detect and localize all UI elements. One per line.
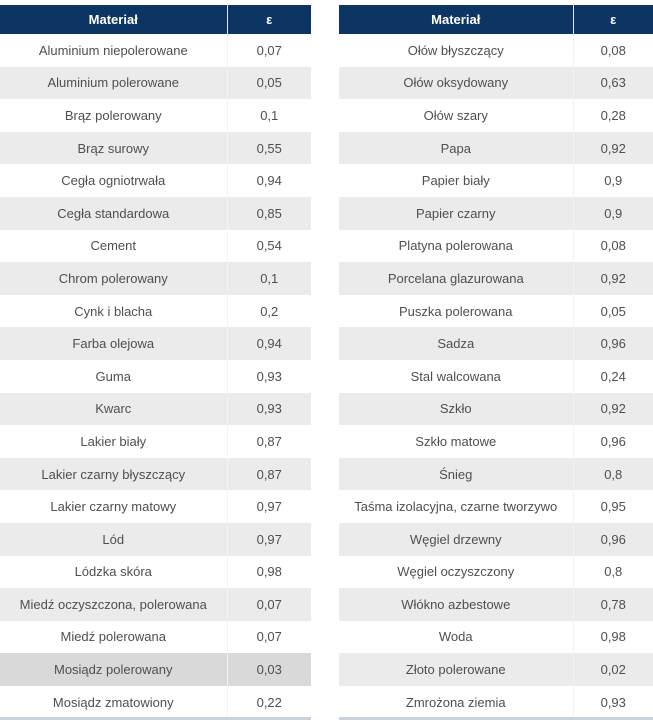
epsilon-cell: 0,78: [573, 588, 653, 621]
epsilon-cell: 0,94: [227, 327, 311, 360]
epsilon-cell: 0,94: [227, 164, 311, 197]
material-cell: Cegła standardowa: [0, 197, 227, 230]
table-row: [339, 556, 653, 589]
material-cell: Farba olejowa: [0, 327, 227, 360]
epsilon-cell: 0,97: [227, 523, 311, 556]
epsilon-cell: 0,22: [227, 686, 311, 719]
material-cell: Miedź oczyszczona, polerowana: [0, 588, 227, 621]
table-row: [0, 621, 311, 654]
epsilon-cell: 0,96: [573, 327, 653, 360]
emissivity-table-right: [339, 5, 653, 718]
epsilon-cell: 0,87: [227, 425, 311, 458]
material-cell: Taśma izolacyjna, czarne tworzywo: [339, 490, 573, 523]
material-cell: Papa: [339, 132, 573, 165]
table-row: [0, 295, 311, 328]
material-cell: Zmrożona ziemia: [339, 686, 573, 719]
table-row: [0, 360, 311, 393]
table-row: [339, 360, 653, 393]
material-cell: Ołów oksydowany: [339, 67, 573, 100]
table-row: [339, 230, 653, 263]
epsilon-cell: 0,08: [573, 34, 653, 67]
epsilon-cell: 0,97: [227, 490, 311, 523]
material-cell: Złoto polerowane: [339, 653, 573, 686]
table-row: [0, 164, 311, 197]
table-row: [0, 425, 311, 458]
material-cell: Porcelana glazurowana: [339, 262, 573, 295]
material-cell: Lakier czarny matowy: [0, 490, 227, 523]
epsilon-column-header[interactable]: ε: [573, 5, 653, 34]
table-header-row: [0, 5, 311, 34]
material-cell: Woda: [339, 621, 573, 654]
table-row: [339, 686, 653, 719]
material-cell: Śnieg: [339, 458, 573, 491]
table-row: [339, 588, 653, 621]
table-row: [0, 132, 311, 165]
material-cell: Miedź polerowana: [0, 621, 227, 654]
material-cell: Papier biały: [339, 164, 573, 197]
epsilon-cell: 0,8: [573, 458, 653, 491]
table-row: [0, 262, 311, 295]
epsilon-cell: 0,05: [573, 295, 653, 328]
material-cell: Sadza: [339, 327, 573, 360]
epsilon-cell: 0,87: [227, 458, 311, 491]
epsilon-cell: 0,93: [227, 360, 311, 393]
material-cell: Lódzka skóra: [0, 556, 227, 589]
material-column-header[interactable]: Materiał: [0, 5, 227, 34]
epsilon-cell: 0,08: [573, 230, 653, 263]
epsilon-cell: 0,92: [573, 393, 653, 426]
epsilon-cell: 0,8: [573, 556, 653, 589]
epsilon-cell: 0,96: [573, 425, 653, 458]
epsilon-cell: 0,07: [227, 621, 311, 654]
epsilon-cell: 0,9: [573, 197, 653, 230]
material-cell: Lakier czarny błyszczący: [0, 458, 227, 491]
table-row: [0, 393, 311, 426]
table-row: [339, 425, 653, 458]
table-row: [339, 621, 653, 654]
material-cell: Ołów błyszczący: [339, 34, 573, 67]
table-row: [0, 653, 311, 686]
table-row: [339, 132, 653, 165]
table-row: [339, 164, 653, 197]
material-cell: Cegła ogniotrwała: [0, 164, 227, 197]
material-cell: Mosiądz zmatowiony: [0, 686, 227, 719]
table-row: [339, 197, 653, 230]
epsilon-cell: 0,55: [227, 132, 311, 165]
material-cell: Węgiel oczyszczony: [339, 556, 573, 589]
epsilon-cell: 0,07: [227, 588, 311, 621]
material-cell: Szkło: [339, 393, 573, 426]
material-cell: Puszka polerowana: [339, 295, 573, 328]
table-row: [0, 556, 311, 589]
epsilon-cell: 0,24: [573, 360, 653, 393]
epsilon-cell: 0,28: [573, 99, 653, 132]
table-row: [339, 34, 653, 67]
material-column-header[interactable]: Materiał: [339, 5, 573, 34]
epsilon-cell: 0,63: [573, 67, 653, 100]
table-row: [339, 295, 653, 328]
epsilon-cell: 0,02: [573, 653, 653, 686]
table-row: [339, 262, 653, 295]
material-cell: Platyna polerowana: [339, 230, 573, 263]
material-cell: Węgiel drzewny: [339, 523, 573, 556]
material-cell: Cement: [0, 230, 227, 263]
material-cell: Aluminium polerowane: [0, 67, 227, 100]
material-cell: Cynk i blacha: [0, 295, 227, 328]
epsilon-cell: 0,05: [227, 67, 311, 100]
epsilon-cell: 0,96: [573, 523, 653, 556]
table-row: [0, 327, 311, 360]
emissivity-table-left: [0, 5, 311, 718]
material-cell: Włókno azbestowe: [339, 588, 573, 621]
material-cell: Szkło matowe: [339, 425, 573, 458]
material-cell: Aluminium niepolerowane: [0, 34, 227, 67]
epsilon-cell: 0,95: [573, 490, 653, 523]
epsilon-cell: 0,1: [227, 262, 311, 295]
epsilon-cell: 0,98: [227, 556, 311, 589]
table-row: [339, 523, 653, 556]
epsilon-cell: 0,93: [227, 393, 311, 426]
material-cell: Kwarc: [0, 393, 227, 426]
epsilon-cell: 0,98: [573, 621, 653, 654]
table-row: [0, 523, 311, 556]
epsilon-cell: 0,92: [573, 132, 653, 165]
table-row: [0, 67, 311, 100]
material-cell: Papier czarny: [339, 197, 573, 230]
table-row: [339, 653, 653, 686]
material-cell: Brąz surowy: [0, 132, 227, 165]
table-row: [0, 458, 311, 491]
epsilon-cell: 0,2: [227, 295, 311, 328]
material-cell: Mosiądz polerowany: [0, 653, 227, 686]
material-cell: Lakier biały: [0, 425, 227, 458]
epsilon-column-header[interactable]: ε: [227, 5, 311, 34]
table-row: [339, 490, 653, 523]
table-row: [0, 686, 311, 719]
table-row: [0, 588, 311, 621]
table-header-row: [339, 5, 653, 34]
epsilon-cell: 0,07: [227, 34, 311, 67]
material-cell: Stal walcowana: [339, 360, 573, 393]
table-row: [0, 34, 311, 67]
material-cell: Lód: [0, 523, 227, 556]
epsilon-cell: 0,93: [573, 686, 653, 719]
table-row: [339, 67, 653, 100]
epsilon-cell: 0,1: [227, 99, 311, 132]
table-row: [339, 99, 653, 132]
epsilon-cell: 0,9: [573, 164, 653, 197]
table-row: [0, 99, 311, 132]
material-cell: Brąz polerowany: [0, 99, 227, 132]
material-cell: Chrom polerowany: [0, 262, 227, 295]
epsilon-cell: 0,03: [227, 653, 311, 686]
table-row: [0, 197, 311, 230]
table-row: [0, 230, 311, 263]
table-row: [0, 490, 311, 523]
epsilon-cell: 0,92: [573, 262, 653, 295]
epsilon-cell: 0,85: [227, 197, 311, 230]
table-row: [339, 393, 653, 426]
table-row: [339, 458, 653, 491]
material-cell: Ołów szary: [339, 99, 573, 132]
epsilon-cell: 0,54: [227, 230, 311, 263]
material-cell: Guma: [0, 360, 227, 393]
table-row: [339, 327, 653, 360]
